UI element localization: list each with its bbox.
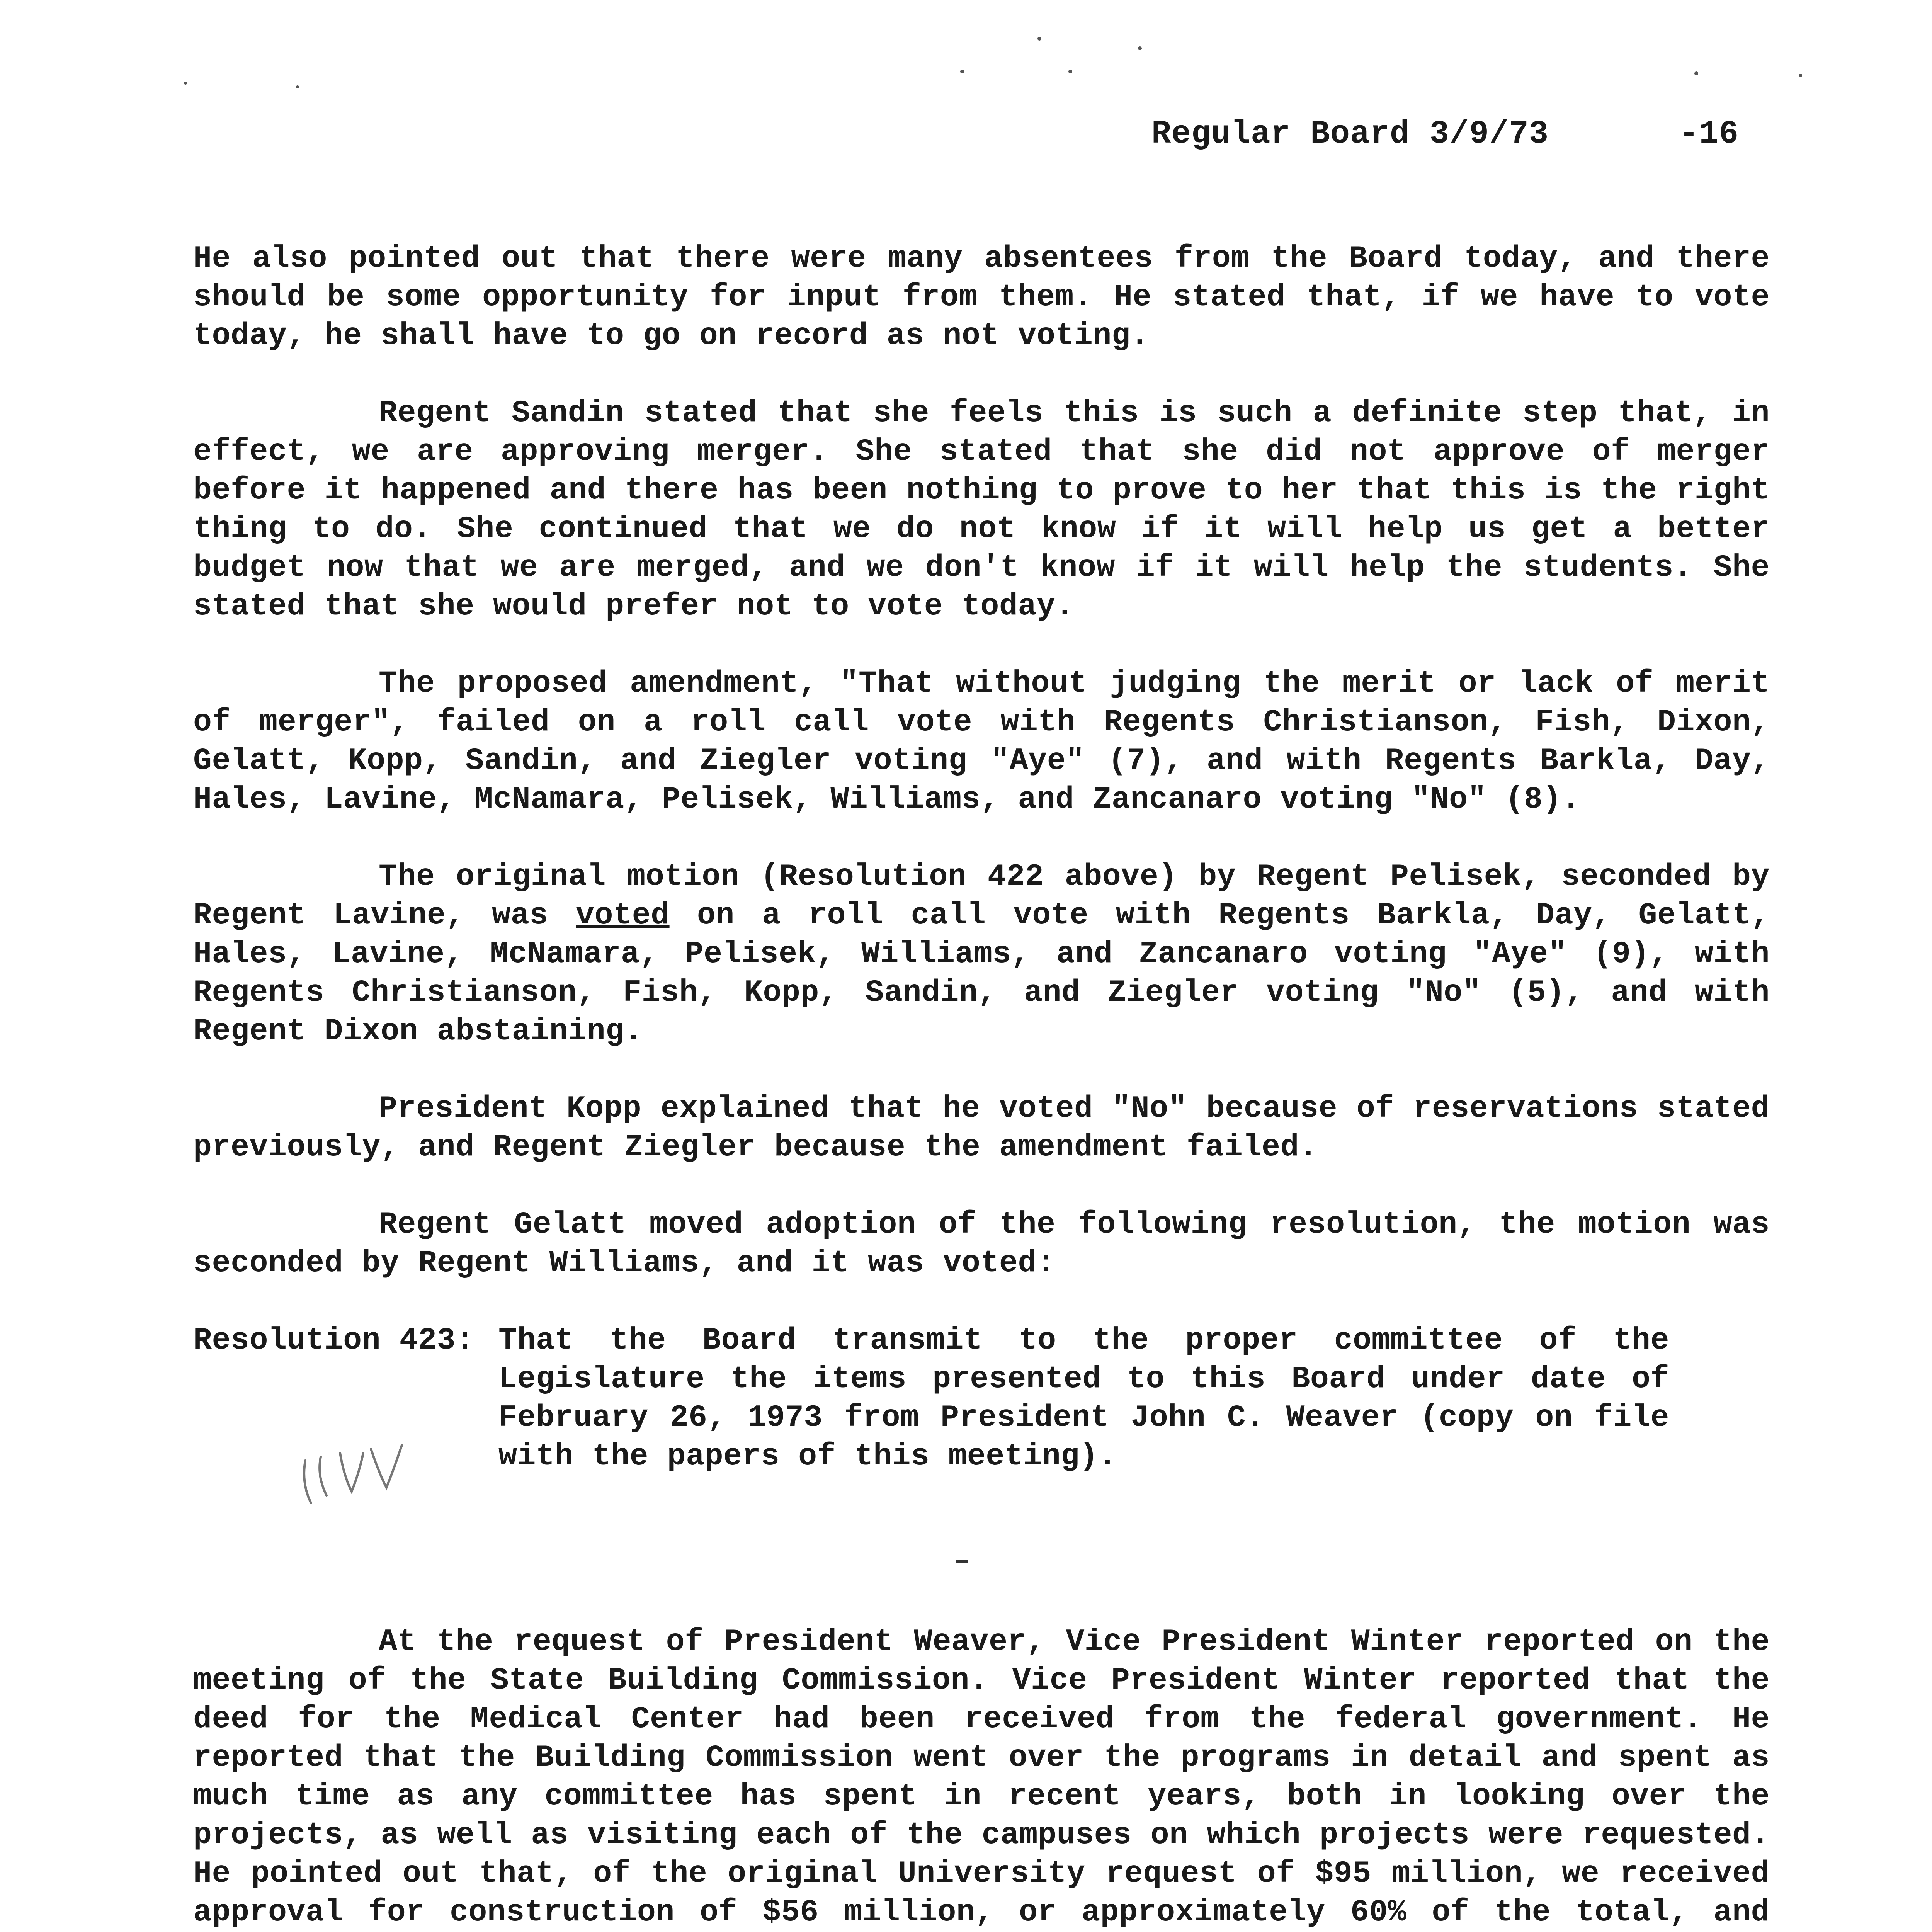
resolution-label: Resolution 423: [193,1323,474,1358]
page-body-continued [193,1623,1770,1932]
original-motion-text-b: on a roll call vote with Regents Barkla, Day, Gelatt, Hales, Lavine, McNamara, Pelisek, Williams, and Zancanaro voting "Aye" (9), with Regents Christianson, Fish, Kopp, Sandin, and Ziegler voting "No" (5), and with Regent Dixon abstaining. [193,898,1770,1049]
paragraph-original-motion [193,858,1770,1051]
page-body [193,240,1770,1515]
handwritten-mark-icon [294,1430,433,1515]
original-motion-voted: voted [576,898,670,933]
paragraph-building-commission: At the request of President Weaver, Vice President Winter reported on the meeting of the State Building Commission. Vice President Winter reported that the deed for the Medical Center had been received from the federal government. He reported that the Building Commission went over the programs in detail and spent as much time as any committee has spent in recent years, both in looking over the projects, as well as visiting each of the campuses on which projects were requested. He pointed out that, of the original University request of $95 million, we received approval for construction of $56 million, or approximately 60% of the total, and [193,1624,1770,1930]
header-title: Regular Board 3/9/73 [1151,116,1549,153]
resolution-text: That the Board transmit to the proper committee of the Legislature the items presented to this Board under date of February 26, 1973 from President John C. Weaver (copy on file with the papers of this meeting). [498,1323,1669,1474]
paragraph-amendment-vote: The proposed amendment, "That without judging the merit or lack of merit of merger", failed on a roll call vote with Regents Christianson, Fish, Dixon, Gelatt, Kopp, Sandin, and Ziegler voting "Aye" (7), and with Regents Barkla, Day, Hales, Lavine, McNamara, Pelisek, Williams, and Zancanaro voting "No" (8). [193,666,1770,817]
paragraph-absentees: He also pointed out that there were many absentees from the Board today, and there should be some opportunity for input from them. He stated that, if we have to vote today, he shall have to go on record as not voting. [193,241,1770,354]
scan-specks [0,0,1932,155]
dash-mark [954,1557,970,1565]
paragraph-gelatt-motion: Regent Gelatt moved adoption of the following resolution, the motion was seconded by Regent Williams, and it was voted: [193,1207,1770,1281]
header-page-number: -16 [1679,116,1739,153]
paragraph-kopp-explanation: President Kopp explained that he voted "No" because of reservations stated previously, and Regent Ziegler because the amendment failed. [193,1091,1770,1165]
paragraph-sandin: Regent Sandin stated that she feels this is such a definite step that, in effect, we are approving merger. She stated that she did not approve of merger before it happened and there has been nothing to prove to her that this is the right thing to do. She continued that we do not know if it will help us get a better budget now that we are merged, and we don't know if it will help the students. She stated that she would prefer not to vote today. [193,396,1770,624]
original-motion-text-a: The original motion (Resolution 422 above) by Regent Pelisek, seconded by Regent Lavine, was [193,859,1770,933]
